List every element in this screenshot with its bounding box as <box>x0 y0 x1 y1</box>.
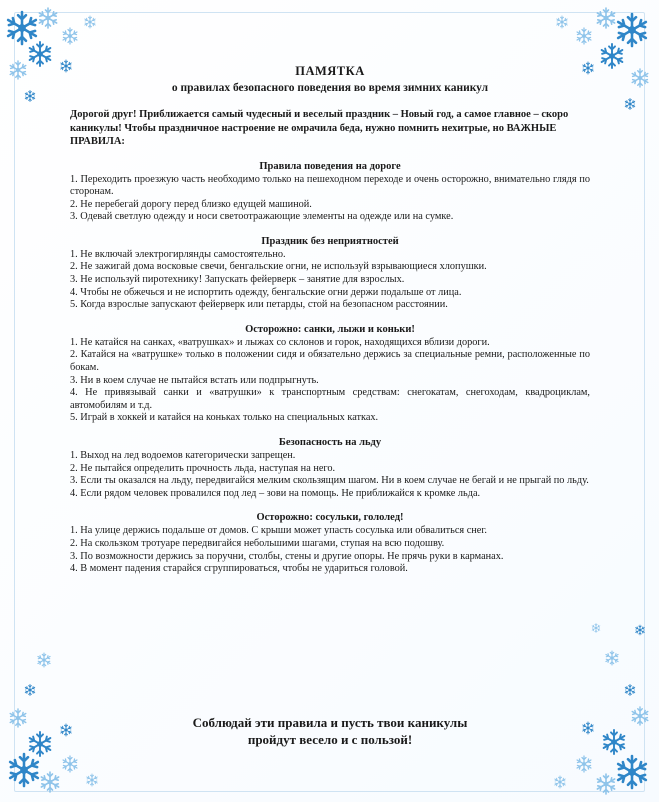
rule-list <box>70 249 590 312</box>
section-heading: Праздник без неприятностей <box>261 235 399 247</box>
snowflake-icon <box>632 69 648 87</box>
list-item: 2. Катайся на «ватрушке» только в положении сидя и обязательно держись за специальные ремни, расположенные по бокам. <box>70 349 590 374</box>
snowflake-icon <box>25 91 35 102</box>
section-heading: Правила поведения на дороге <box>259 160 401 172</box>
page-title: ПАМЯТКА <box>295 64 365 78</box>
rule-list <box>70 174 590 224</box>
rule-list <box>70 337 590 425</box>
list-item: 2. Не зажигай дома восковые свечи, бенгальские огни, не используй взрывающиеся хлопушки. <box>70 261 487 273</box>
snowflake-icon <box>10 754 38 786</box>
section-icicles <box>70 512 590 575</box>
snowflake-icon <box>597 8 614 28</box>
intro-paragraph: Дорогой друг! Приближается самый чудесный и веселый праздник – Новый год, а самое главное – скоро каникулы! Чтобы праздничное настроение не омрачила беда, нужно помнить нехитрые, но ВАЖНЫЕ ПРАВИЛА: <box>70 109 569 147</box>
snowflake-icon <box>8 12 36 44</box>
closing-line: Соблюдай эти правила и пусть твои каникулы <box>192 715 468 730</box>
section-ice-safety <box>70 437 590 500</box>
list-item: 1. На улице держись подальше от домов. С крыши может упасть сосулька или обвалиться снег. <box>70 525 487 537</box>
list-item: 1. Выход на лед водоемов категорически запрещен. <box>70 450 296 461</box>
list-item: 1. Не катайся на санках, «ватрушках» и лыжах со склонов и горок, находящихся вблизи дороги. <box>70 336 490 348</box>
section-heading: Осторожно: сосульки, гололед! <box>256 512 404 524</box>
list-item: 5. Когда взрослые запускают фейерверк или петарды, стой на безопасном расстоянии. <box>70 299 448 311</box>
snowflake-icon <box>583 722 593 734</box>
section-road-rules <box>70 161 590 224</box>
memo-content <box>70 64 590 588</box>
snowflake-icon <box>577 28 591 44</box>
list-item: 1. Не включай электрогирлянды самостоятельно. <box>70 248 286 260</box>
list-item: 4. В момент падения старайся сгруппироваться, чтобы не удариться головой. <box>70 563 408 575</box>
snowflake-icon <box>636 625 645 635</box>
snowflake-icon <box>604 730 625 754</box>
list-item: 3. Если ты оказался на льду, передвигайся мелким скользящим шагом. Ни в коем случае не бегай и не прыгай по льду. <box>70 475 589 487</box>
snowflake-icon <box>618 14 646 46</box>
section-holiday <box>70 236 590 312</box>
section-heading: Безопасность на льду <box>278 437 382 448</box>
snowflake-icon <box>41 772 58 792</box>
snowflake-icon <box>85 16 95 28</box>
list-item: 3. Ни в коем случае не пытайся встать или подпрыгнуть. <box>70 374 319 386</box>
snowflake-icon <box>10 709 26 727</box>
list-item: 3. По возможности держись за поручни, столбы, стены и другие опоры. Не прячь руки в карманах. <box>70 550 504 562</box>
list-item: 5. Играй в хоккей и катайся на коньках только на специальных катках. <box>70 412 379 424</box>
snowflake-icon <box>63 756 77 772</box>
snowflake-icon <box>30 732 51 756</box>
snowflake-icon <box>555 776 565 788</box>
snowflake-icon <box>606 651 618 665</box>
snowflake-icon <box>30 42 51 66</box>
snowflake-icon <box>38 653 50 667</box>
snowflake-icon <box>25 685 35 696</box>
list-item: 3. Одевай светлую одежду и носи светоотражающие элементы на одежде или на сумке. <box>70 211 454 223</box>
list-item: 3. Не используй пиротехнику! Запускать фейерверк – занятие для взрослых. <box>70 274 405 286</box>
snowflake-icon <box>577 756 591 772</box>
snowflake-icon <box>592 624 600 633</box>
closing-message <box>90 714 570 748</box>
snowflake-icon <box>625 99 635 110</box>
snowflake-icon <box>87 774 97 786</box>
section-heading: Осторожно: санки, лыжи и коньки! <box>245 323 415 335</box>
rule-list <box>70 525 590 575</box>
snowflake-icon <box>10 61 26 79</box>
snowflake-icon <box>602 44 623 68</box>
page-subtitle: о правилах безопасного поведения во время зимних каникул <box>171 82 489 94</box>
snowflake-icon <box>61 724 71 736</box>
snowflake-icon <box>39 8 56 28</box>
list-item: 2. Не перебегай дорогу перед близко едущей машиной. <box>70 198 312 210</box>
snowflake-icon <box>625 685 635 696</box>
list-item: 4. Не привязывай санки и «ватрушки» к транспортным средствам: снегокатам, снегоходам, квадроциклам, автомобилям и т.д. <box>70 387 590 411</box>
snowflake-icon <box>557 16 567 28</box>
list-item: 2. Не пытайся определить прочность льда, наступая на него. <box>70 462 336 474</box>
list-item: 4. Чтобы не обжечься и не испортить одежду, бенгальские огни держи подальше от лица. <box>70 286 462 298</box>
list-item: 4. Если рядом человек провалился под лед – зови на помощь. Не приближайся к кромке льда. <box>70 487 481 499</box>
snowflake-icon <box>63 28 77 44</box>
list-item: 2. На скользком тротуаре передвигайся небольшими шагами, ступая на всю подошву. <box>70 537 445 549</box>
list-item: 1. Переходить проезжую часть необходимо только на пешеходном переходе и очень осторожно, внимательно глядя по сторонам. <box>70 173 590 198</box>
snowflake-icon <box>597 774 614 794</box>
section-sled-ski-skates <box>70 324 590 425</box>
closing-line: пройдут весело и с пользой! <box>247 732 413 747</box>
snowflake-icon <box>632 707 648 725</box>
snowflake-icon <box>618 756 646 788</box>
rule-list <box>70 450 590 500</box>
